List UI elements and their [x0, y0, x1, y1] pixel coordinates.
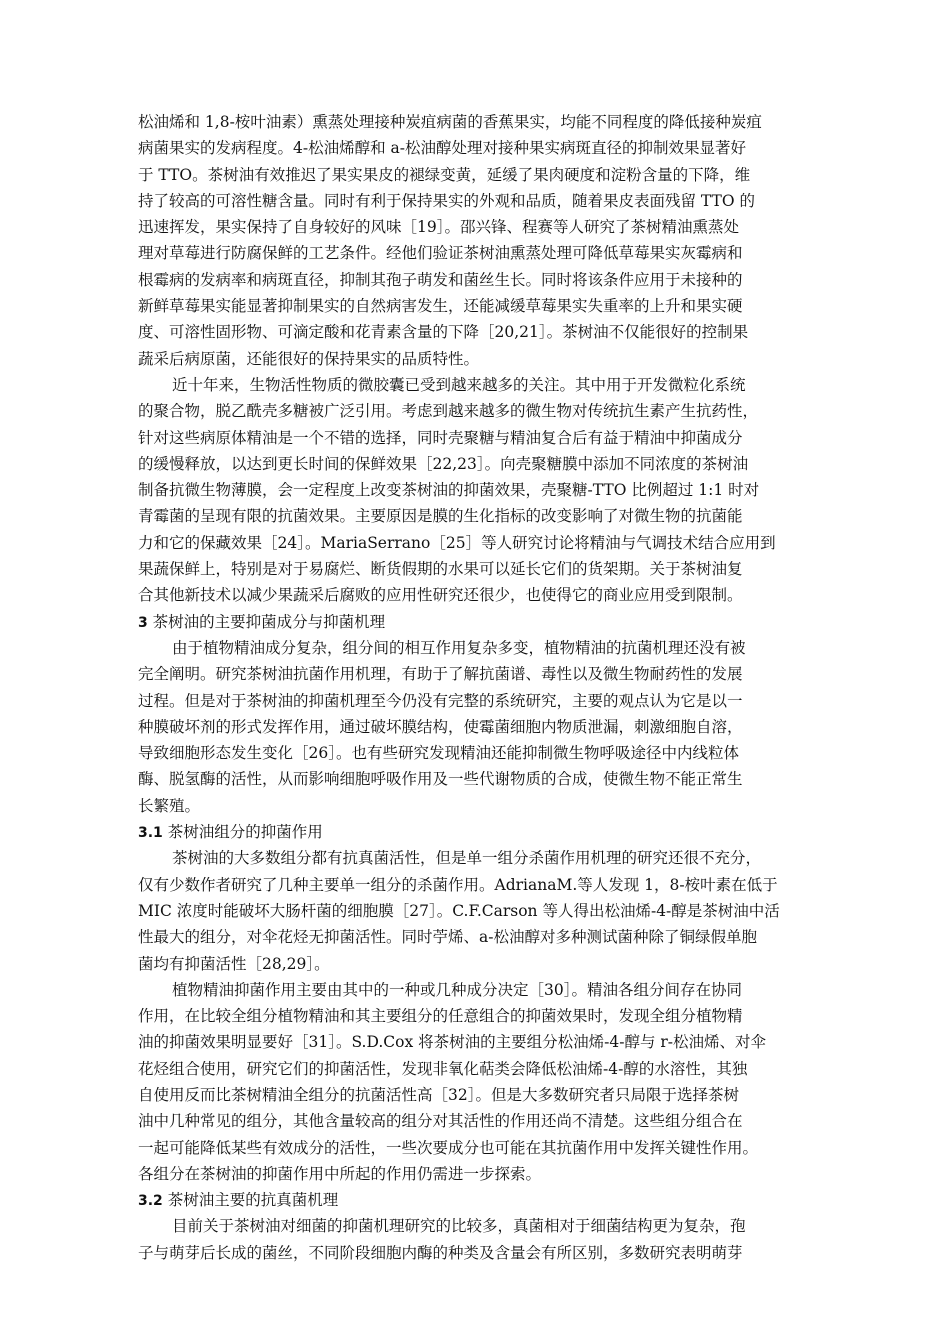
text-line: 病菌果实的发病程度。4-松油烯醇和 a-松油醇处理对接种果实病斑直径的抑制效果显著好: [138, 139, 747, 158]
text-line: 蔬采后病原菌，还能很好的保持果实的品质特性。: [138, 349, 480, 368]
section-title: 茶树油主要的抗真菌机理: [162, 1191, 339, 1210]
text-line: 根霉病的发病率和病斑直径，抑制其孢子萌发和菌丝生长。同时将该条件应用于未接种的: [138, 270, 743, 289]
text-line: 合其他新技术以减少果蔬采后腐败的应用性研究还很少，也使得它的商业应用受到限制。: [138, 586, 743, 605]
text-line: 子与萌芽后长成的菌丝，不同阶段细胞内酶的种类及含量会有所区别，多数研究表明萌芽: [138, 1243, 743, 1262]
text-line: 长繁殖。: [138, 796, 201, 815]
text-line: 导致细胞形态发生变化［26］。也有些研究发现精油还能抑制微生物呼吸途径中内线粒体: [138, 744, 739, 763]
text-line: 种膜破坏剂的形式发挥作用，通过破坏膜结构，使霉菌细胞内物质泄漏，刺激细胞自溶，: [138, 717, 743, 736]
text-line: 果蔬保鲜上，特别是对于易腐烂、断货假期的水果可以延长它们的货架期。关于茶树油复: [138, 560, 743, 579]
text-line: 制备抗微生物薄膜，会一定程度上改变茶树油的抑菌效果，壳聚糖-TTO 比例超过 1:1 时对: [138, 481, 760, 500]
text-line: 花烃组合使用，研究它们的抑菌活性，发现非氧化萜类会降低松油烯-4-醇的水溶性，其独: [138, 1059, 748, 1078]
text-line: 自使用反而比茶树精油全组分的抗菌活性高［32］。但是大多数研究者只局限于选择茶树: [138, 1085, 739, 1104]
section-number: 3: [138, 614, 148, 631]
text-line: 油的抑菌效果明显要好［31］。S.D.Cox 将茶树油的主要组分松油烯-4-醇与 r-松油烯、对伞: [138, 1033, 767, 1052]
section-number: 3.2: [138, 1193, 163, 1210]
text-line: 近十年来，生物活性物质的微胶囊已受到越来越多的关注。其中用于开发微粒化系统: [172, 375, 746, 394]
text-line: 油中几种常见的组分，其他含量较高的组分对其活性的作用还尚不清楚。这些组分组合在: [138, 1112, 743, 1131]
section-title: 茶树油的主要抑菌成分与抑菌机理: [147, 612, 386, 631]
section-heading: [138, 1187, 822, 1213]
text-line: 松油烯和 1,8-桉叶油素）熏蒸处理接种炭疽病菌的香蕉果实，均能不同程度的降低接种炭疽: [138, 113, 762, 131]
section-heading: [138, 609, 822, 635]
text-line: 度、可溶性固形物、可滴定酸和花青素含量的下降［20,21］。茶树油不仅能很好的控制果: [138, 323, 749, 342]
text-line: 完全阐明。研究茶树油抗菌作用机理，有助于了解抗菌谱、毒性以及微生物耐药性的发展: [138, 665, 743, 684]
text-line: 理对草莓进行防腐保鲜的工艺条件。经他们验证茶树油熏蒸处理可降低草莓果实灰霉病和: [138, 244, 743, 263]
text-line: 持了较高的可溶性糖含量。同时有利于保持果实的外观和品质，随着果皮表面残留 TTO 的: [138, 191, 756, 210]
text-line: 作用，在比较全组分植物精油和其主要组分的任意组合的抑菌效果时，发现全组分植物精: [138, 1007, 743, 1026]
text-line: 迅速挥发，果实保持了自身较好的风味［19］。邵兴锋、程赛等人研究了茶树精油熏蒸处: [138, 218, 739, 237]
text-line: 目前关于茶树油对细菌的抑菌机理研究的比较多，真菌相对于细菌结构更为复杂，孢: [172, 1217, 746, 1236]
text-line: 各组分在茶树油的抑菌作用中所起的作用仍需进一步探索。: [138, 1164, 542, 1183]
text-line: 于 TTO。茶树油有效推迟了果实果皮的褪绿变黄，延缓了果肉硬度和淀粉含量的下降，维: [138, 165, 751, 184]
text-line: 由于植物精油成分复杂，组分间的相互作用复杂多变，植物精油的抗菌机理还没有被: [172, 638, 746, 657]
text-line: MIC 浓度时能破坏大肠杆菌的细胞膜［27］。C.F.Carson 等人得出松油烯-4-醇是茶树油中活: [138, 901, 780, 920]
section-number: 3.1: [138, 825, 163, 842]
text-line: 青霉菌的呈现有限的抗菌效果。主要原因是膜的生化指标的改变影响了对微生物的抗菌能: [138, 507, 743, 526]
text-line: 酶、脱氢酶的活性，从而影响细胞呼吸作用及一些代谢物质的合成，使微生物不能正常生: [138, 770, 743, 789]
text-line: 新鲜草莓果实能显著抑制果实的自然病害发生，还能减缓草莓果实失重率的上升和果实硬: [138, 297, 743, 316]
section-heading: [138, 819, 822, 845]
text-line: 植物精油抑菌作用主要由其中的一种或几种成分决定［30］。精油各组分间存在协同: [172, 980, 742, 999]
text-line: 性最大的组分，对伞花烃无抑菌活性。同时苧烯、a-松油醇对多种测试菌种除了铜绿假单胞: [138, 928, 757, 947]
text-line: 针对这些病原体精油是一个不错的选择，同时壳聚糖与精油复合后有益于精油中抑菌成分: [138, 428, 743, 447]
text-line: 过程。但是对于茶树油的抑菌机理至今仍没有完整的系统研究，主要的观点认为它是以一: [138, 691, 743, 710]
text-line: 一起可能降低某些有效成分的活性，一些次要成分也可能在其抗菌作用中发挥关键性作用。: [138, 1138, 759, 1157]
text-line: 仅有少数作者研究了几种主要单一组分的杀菌作用。AdrianaM.等人发现 1，8-桉叶素在低于: [138, 875, 778, 894]
section-title: 茶树油组分的抑菌作用: [162, 823, 323, 842]
text-line: 力和它的保藏效果［24］。MariaSerrano［25］等人研究讨论将精油与气调技术结合应用到: [138, 533, 776, 552]
text-line: 菌均有抑菌活性［28,29］。: [138, 954, 330, 973]
text-line: 的聚合物，脱乙酰壳多糖被广泛引用。考虑到越来越多的微生物对传统抗生素产生抗药性，: [138, 402, 759, 421]
text-line: 的缓慢释放，以达到更长时间的保鲜效果［22,23］。向壳聚糖膜中添加不同浓度的茶树油: [138, 454, 749, 473]
text-line: 茶树油的大多数组分都有抗真菌活性，但是单一组分杀菌作用机理的研究还很不充分，: [172, 849, 762, 868]
